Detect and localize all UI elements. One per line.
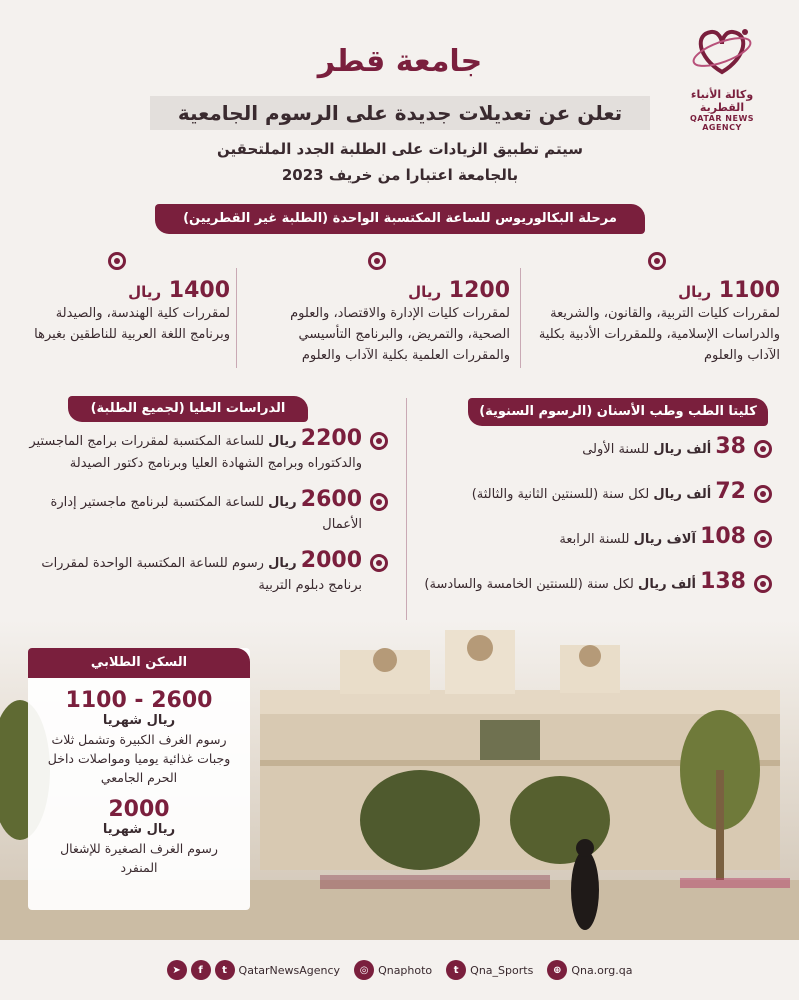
logo-arabic-name: وكالة الأنباء القطرية [690, 88, 754, 114]
qna-logo [672, 22, 772, 132]
medicine-list [420, 436, 772, 596]
medicine-item: 108 آلاف ريال للسنة الرابعة [420, 526, 772, 551]
medicine-banner: كليتا الطب وطب الأسنان (الرسوم السنوية) [468, 398, 768, 426]
graduate-list [20, 428, 388, 597]
intro-line-2: بالجامعة اعتبارا من خريف 2023 [281, 166, 519, 184]
target-icon [368, 252, 386, 270]
medicine-item: 138 ألف ريال لكل سنة (للسنتين الخامسة والسادسة) [420, 571, 772, 596]
housing-single-unit: ريال شهريا [102, 822, 176, 837]
target-icon [370, 493, 388, 511]
target-icon [754, 485, 772, 503]
undergrad-column-1 [530, 278, 780, 366]
globe-icon[interactable]: ⊕ [547, 960, 567, 980]
footer-sports-group[interactable] [446, 960, 533, 980]
facebook-icon[interactable]: f [191, 960, 211, 980]
divider [406, 398, 407, 620]
housing-box [28, 648, 250, 910]
medicine-item: 38 ألف ريال للسنة الأولى [420, 436, 772, 461]
undergrad-price: 1200 ريال [408, 278, 510, 303]
undergrad-column-2 [248, 278, 510, 366]
page-title: جامعة قطر [317, 44, 483, 79]
divider [520, 268, 521, 368]
footer-handle-sports[interactable]: Qna_Sports [470, 963, 534, 977]
undergrad-price: 1400 ريال [128, 278, 230, 303]
graduate-item: 2000 ريال رسوم للساعة المكتسبة الواحدة لمقررات برنامج دبلوم التربية [20, 550, 388, 597]
telegram-icon[interactable]: ➤ [167, 960, 187, 980]
target-icon [754, 575, 772, 593]
housing-single-desc: رسوم الغرف الصغيرة للإشغال المنفرد [60, 841, 218, 875]
footer-site-group[interactable] [547, 960, 632, 980]
housing-banner: السكن الطلابي [28, 648, 250, 678]
graduate-item: 2600 ريال للساعة المكتسبة لبرنامج ماجستير إدارة الأعمال [20, 489, 388, 536]
target-icon [108, 252, 126, 270]
twitter-icon[interactable]: t [215, 960, 235, 980]
undergrad-desc: لمقررات كلية الهندسة، والصيدلة وبرنامج اللغة العربية للناطقين بغيرها [34, 306, 230, 342]
housing-range: 1100 - 2600 [65, 688, 213, 713]
footer-handle-photo[interactable]: Qnaphoto [378, 963, 433, 977]
undergrad-price: 1100 ريال [678, 278, 780, 303]
page-subtitle: تعلن عن تعديلات جديدة على الرسوم الجامعية [150, 96, 650, 130]
instagram-icon[interactable]: ◎ [354, 960, 374, 980]
intro-line-1: سيتم تطبيق الزيادات على الطلبة الجدد الملتحقين [217, 140, 583, 158]
target-icon [370, 554, 388, 572]
target-icon [648, 252, 666, 270]
footer-website[interactable]: Qna.org.qa [571, 963, 633, 977]
graduate-item: 2200 ريال للساعة المكتسبة لمقررات برامج الماجستير والدكتوراه وبرامج الشهادة العليا وبرنامج دكتور الصيدلة [20, 428, 388, 475]
undergrad-desc: لمقررات كليات التربية، والقانون، والشريعة والدراسات الإسلامية، وللمقررات الأدبية بكلية الآداب والعلوم [538, 306, 780, 363]
housing-range-unit: ريال شهريا [102, 713, 176, 728]
target-icon [754, 530, 772, 548]
footer-handle-main[interactable]: QatarNewsAgency [238, 963, 341, 977]
undergrad-column-3 [20, 278, 230, 345]
undergrad-banner: مرحلة البكالوريوس للساعة المكتسبة الواحدة (الطلبة غير القطريين) [155, 204, 645, 234]
housing-single: 2000 [108, 797, 170, 822]
medicine-item: 72 ألف ريال لكل سنة (للسنتين الثانية والثالثة) [420, 481, 772, 506]
undergrad-desc: لمقررات كليات الإدارة والاقتصاد، والعلوم الصحية، والتمريض، والبرنامج التأسيسي والمقررات العلمية بكلية الآداب والعلوم [290, 306, 510, 363]
twitter-icon[interactable]: t [446, 960, 466, 980]
target-icon [754, 440, 772, 458]
divider [236, 268, 237, 368]
footer-social [0, 940, 799, 1000]
qna-logo-icon [687, 22, 757, 82]
graduate-banner: الدراسات العليا (لجميع الطلبة) [68, 396, 308, 422]
footer-instagram-group[interactable] [354, 960, 432, 980]
footer-handle-group[interactable] [167, 960, 341, 980]
housing-range-desc: رسوم الغرف الكبيرة وتشمل ثلاث وجبات غذائية يوميا ومواصلات داخل الحرم الجامعي [47, 732, 231, 785]
target-icon [370, 432, 388, 450]
logo-english-name: QATAR NEWS AGENCY [689, 114, 755, 132]
